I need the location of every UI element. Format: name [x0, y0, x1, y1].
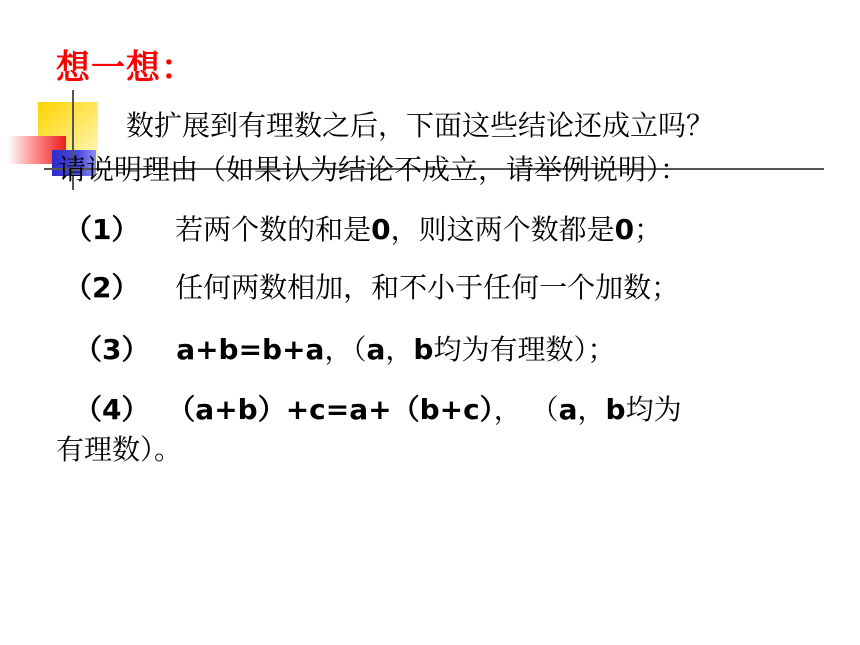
item-text: ，（: [324, 333, 367, 366]
item-1: [64, 210, 662, 250]
item-4: [74, 390, 682, 430]
item-text: 0: [371, 213, 391, 246]
item-text: 0: [614, 213, 635, 246]
item-text: ；: [634, 213, 663, 246]
item-formula: （a+b）+c=a+（b+c）: [167, 393, 494, 426]
item-text: ，则这两个数都是: [390, 213, 615, 246]
item-number: （2）: [64, 271, 140, 304]
item-text: b: [413, 333, 434, 366]
item-2: [64, 268, 679, 308]
intro-line-2: 请说明理由（如果认为结论不成立，请举例说明）：: [58, 153, 689, 186]
item-gap: [149, 333, 176, 366]
item-formula: a+b=b+a: [176, 333, 325, 366]
item-gap: [139, 213, 175, 246]
intro-line-1: 数扩展到有理数之后，下面这些结论还成立吗？: [126, 109, 715, 142]
item-text: ，: [577, 393, 606, 426]
item-text: a: [366, 333, 386, 366]
item-text: a: [558, 393, 578, 426]
item-3: [74, 330, 615, 370]
item-text: ，: [385, 333, 414, 366]
item-number: （1）: [64, 213, 140, 246]
item-text: b: [605, 393, 626, 426]
item-4-continuation: 有理数）。: [56, 433, 183, 466]
slide-title: 想一想：: [56, 48, 196, 88]
item-text: 任何两数相加，和不小于任何一个加数；: [175, 271, 680, 304]
item-text: 若两个数的和是: [175, 213, 372, 246]
item-text: 均为有理数）；: [433, 333, 616, 366]
item-text: ， （: [493, 393, 559, 426]
item-gap: [139, 271, 175, 304]
item-number: （4）: [74, 393, 150, 426]
item-gap: [149, 393, 167, 426]
item-number: （3）: [74, 333, 150, 366]
item-text: 均为: [625, 393, 682, 426]
